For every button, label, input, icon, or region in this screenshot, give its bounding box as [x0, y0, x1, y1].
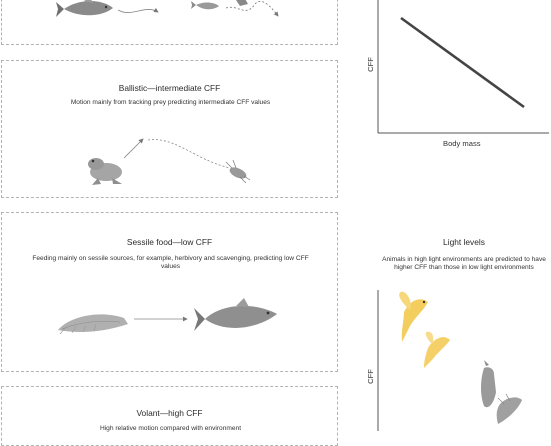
insect-icon-2: [497, 394, 522, 424]
body-mass-chart: [378, 0, 549, 133]
insect-path: [148, 140, 230, 168]
volant-title: Volant—high CFF: [136, 408, 203, 418]
frog-icon: [88, 158, 122, 185]
chase-arrow: [118, 9, 158, 12]
sessile-description: Feeding mainly on sessile sources, for example, herbivory and scavenging, predicting low CFF values: [32, 255, 309, 271]
ballistic-title: Ballistic—intermediate CFF: [118, 83, 221, 93]
strike-arrow: [124, 139, 143, 158]
ballistic-description: Motion mainly from tracking prey predicting intermediate CFF values: [70, 99, 271, 106]
owl-icon: [481, 360, 496, 407]
trend-line: [401, 18, 524, 107]
insect-icon: [226, 160, 250, 183]
escape-arrow: [226, 1, 278, 16]
volant-description: High relative motion compared with environment: [99, 425, 242, 432]
light-levels-y-label: CFF: [365, 369, 375, 384]
light-levels-description: Animals in high light environments are predicted to have higher CFF than those in low light environments: [382, 256, 546, 272]
bird-icon: [399, 292, 428, 342]
fish-icon-sessile: [194, 298, 277, 331]
body-mass-y-label: CFF: [365, 57, 375, 72]
tuna-icon: [56, 0, 113, 17]
light-levels-title: Light levels: [443, 237, 485, 247]
shrimp-icon: [58, 314, 128, 334]
sessile-title: Sessile food—low CFF: [126, 237, 213, 247]
small-fish-icon: [191, 1, 219, 9]
light-levels-chart: [378, 290, 522, 431]
body-mass-x-label: Body mass: [443, 139, 481, 148]
fish-icon: [236, 0, 248, 6]
bird-icon-2: [424, 332, 450, 368]
